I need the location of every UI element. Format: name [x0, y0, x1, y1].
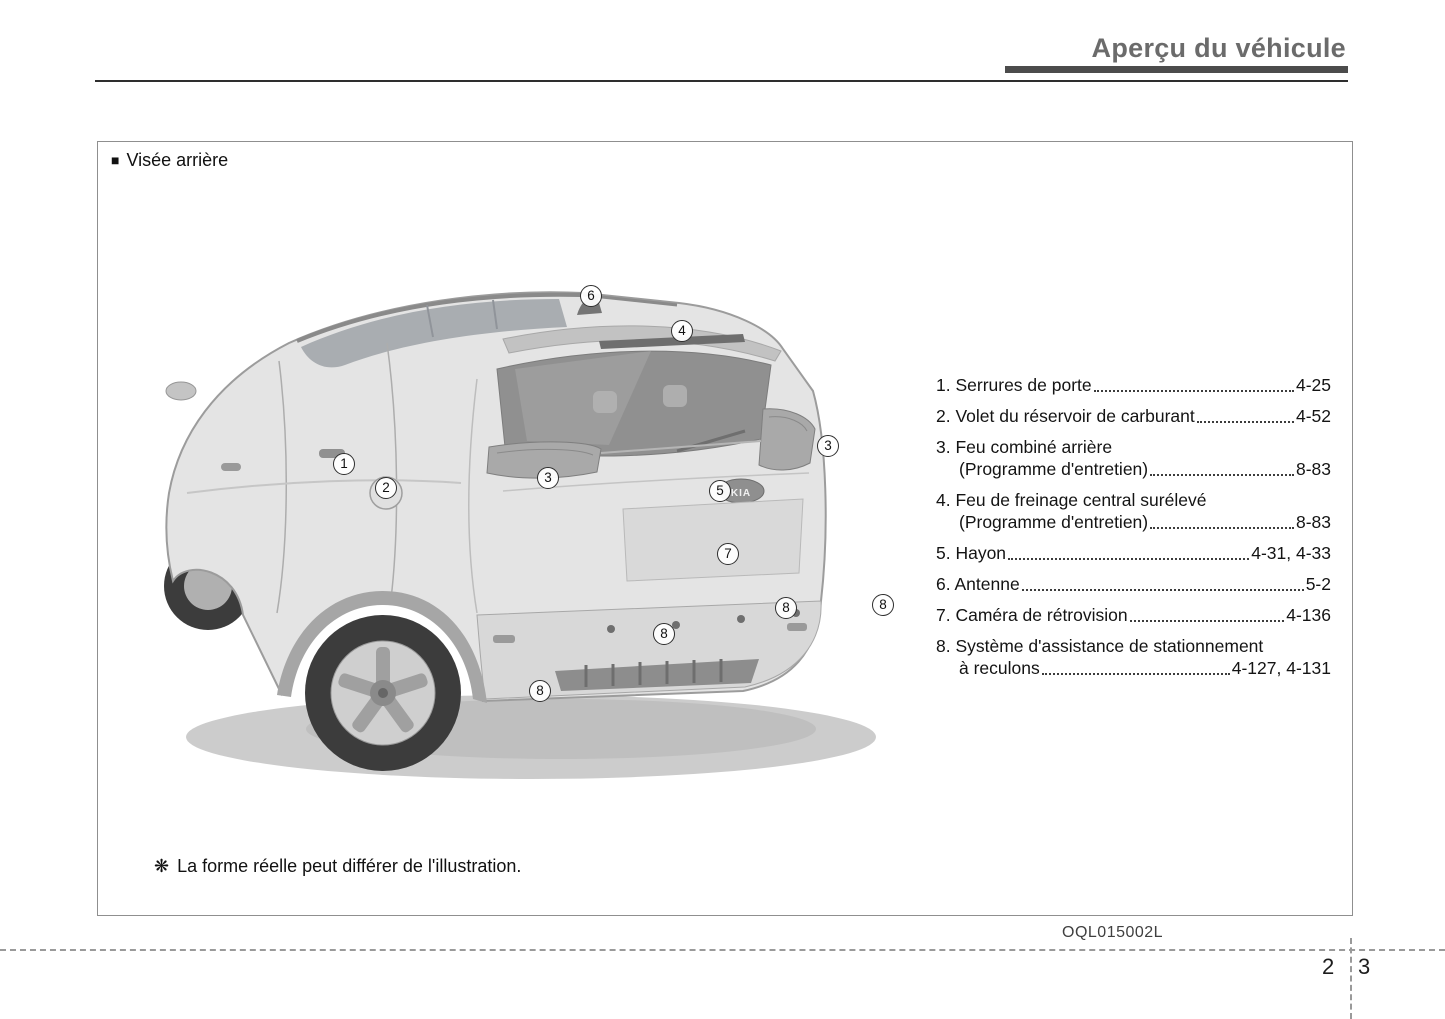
- callout-8-b: 8: [872, 594, 894, 616]
- legend-page-ref: 4-136: [1286, 605, 1331, 625]
- page-number-page: 3: [1358, 954, 1371, 979]
- bumper-reflector: [787, 623, 807, 631]
- kia-badge-text: KIA: [730, 488, 752, 499]
- legend-text: 8. Système d'assistance de stationnement: [936, 636, 1264, 656]
- dot-leader: [1130, 620, 1285, 622]
- legend-text: (Programme d'entretien): [959, 459, 1149, 479]
- legend-page-ref: 4-31, 4-33: [1251, 543, 1331, 563]
- callout-8-c: 8: [653, 623, 675, 645]
- dot-leader: [1008, 558, 1249, 560]
- legend-text: 4. Feu de freinage central surélevé: [936, 490, 1207, 510]
- headrest: [593, 391, 617, 413]
- title-underline-bar: [1005, 66, 1348, 73]
- footer-dashed-rule: [0, 949, 1445, 951]
- license-recess: [623, 499, 803, 581]
- legend-page-ref: 4-25: [1295, 375, 1331, 395]
- callout-8-d: 8: [529, 680, 551, 702]
- callout-6: 6: [580, 285, 602, 307]
- legend-item-2: [936, 405, 1331, 427]
- legend-page-ref: 4-127, 4-131: [1231, 658, 1331, 678]
- legend-text: 7. Caméra de rétrovision: [936, 605, 1128, 625]
- legend-item-4: [936, 489, 1331, 533]
- side-mirror: [166, 382, 196, 400]
- callout-8-a: 8: [775, 597, 797, 619]
- callout-2: 2: [375, 477, 397, 499]
- callout-7: 7: [717, 543, 739, 565]
- parking-sensor: [737, 615, 745, 623]
- legend-page-ref: 8-83: [1295, 459, 1331, 479]
- figure-box: [97, 141, 1353, 916]
- view-label-text: Visée arrière: [126, 150, 229, 170]
- legend-text: (Programme d'entretien): [959, 512, 1149, 532]
- legend-text: 1. Serrures de porte: [936, 375, 1092, 395]
- dot-leader: [1042, 673, 1230, 675]
- headrest: [663, 385, 687, 407]
- dot-leader: [1094, 390, 1294, 392]
- legend-text: 6. Antenne: [936, 574, 1020, 594]
- car-illustration: [131, 241, 921, 801]
- legend-item-5: [936, 542, 1331, 564]
- dot-leader: [1150, 527, 1294, 529]
- footer-dashed-vertical: [1350, 938, 1352, 1019]
- figure-code: OQL015002L: [1062, 924, 1164, 941]
- legend-page-ref: 8-83: [1295, 512, 1331, 532]
- legend-item-3: [936, 436, 1331, 480]
- callout-3-left: 3: [537, 467, 559, 489]
- dot-leader: [1197, 421, 1294, 423]
- header-rule: [95, 80, 1348, 82]
- callout-5: 5: [709, 480, 731, 502]
- legend-text: 3. Feu combiné arrière: [936, 437, 1113, 457]
- footnote-text: La forme réelle peut différer de l'illustration.: [177, 856, 522, 876]
- bumper-reflector: [493, 635, 515, 643]
- legend-item-6: [936, 573, 1331, 595]
- parking-sensor: [607, 625, 615, 633]
- dot-leader: [1150, 474, 1294, 476]
- dot-leader: [1022, 589, 1304, 591]
- legend-item-7: [936, 604, 1331, 626]
- legend-text: à reculons: [959, 658, 1040, 678]
- square-bullet-icon: ■: [111, 152, 120, 168]
- callout-4: 4: [671, 320, 693, 342]
- door-handle: [221, 463, 241, 471]
- callout-1: 1: [333, 453, 355, 475]
- legend: [936, 374, 1331, 688]
- legend-page-ref: 5-2: [1305, 574, 1331, 594]
- page-title: Aperçu du véhicule: [1091, 33, 1346, 63]
- footnote: [154, 856, 521, 877]
- legend-text: 2. Volet du réservoir de carburant: [936, 406, 1195, 426]
- legend-item-8: [936, 635, 1331, 679]
- page-number-section: 2: [1322, 954, 1335, 979]
- legend-item-1: [936, 374, 1331, 396]
- rear-wheel: [305, 615, 461, 771]
- view-label: [111, 150, 228, 171]
- legend-text: 5. Hayon: [936, 543, 1007, 563]
- legend-page-ref: 4-52: [1295, 406, 1331, 426]
- callout-3-right: 3: [817, 435, 839, 457]
- asterisk-icon: ❋: [154, 856, 170, 876]
